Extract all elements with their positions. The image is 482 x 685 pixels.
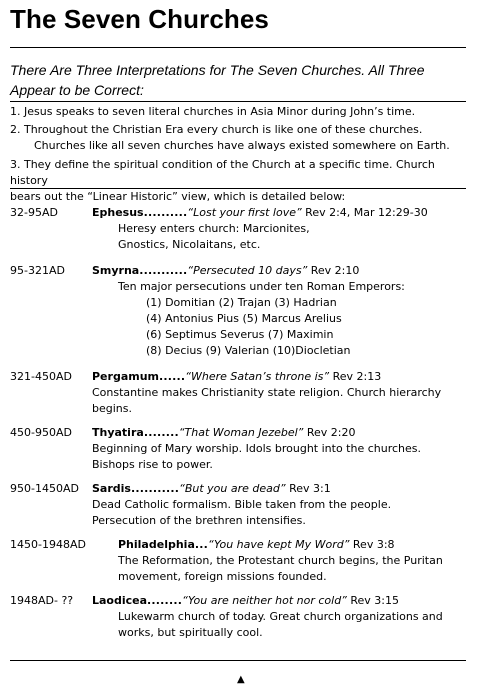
church-name: Philadelphia [118,538,195,551]
scripture-reference: Rev 3:15 [346,594,400,607]
church-name: Thyatira [92,426,144,439]
scripture-reference: Rev 2:13 [329,370,382,383]
leader-dots: ........... [130,482,180,495]
leader-dots: ........ [147,594,183,607]
scripture-reference: Rev 2:4, Mar 12:29-30 [301,206,428,219]
description-line: Gnostics, Nicolaitans, etc. [118,238,261,251]
description-line: Beginning of Mary worship. Idols brought into the churches. [92,442,422,455]
church-date: 1450-1948AD [10,538,86,551]
subtitle: There Are Three Interpretations for The Seven Churches. All Three Appear to be Correct: [10,62,425,98]
description-line: movement, foreign missions founded. [118,570,327,583]
church-quote: “Persecuted 10 days” [187,264,308,277]
emperor-line: (8) Decius (9) Valerian (10)Diocletian [146,344,351,357]
church-name: Sardis [92,482,131,495]
description-line: The Reformation, the Protestant church begins, the Puritan [118,554,443,567]
description-line: Ten major persecutions under ten Roman Emperors: [118,280,405,293]
interpretation-item [10,157,470,205]
interpretation-line: Churches like all seven churches have always existed somewhere on Earth. [34,139,450,152]
church-date: 1948AD- ?? [10,594,74,607]
emperor-line: (1) Domitian (2) Trajan (3) Hadrian [146,296,337,309]
leader-dots: ........... [139,264,188,277]
church-date: 450-950AD [10,426,72,439]
description-line: Dead Catholic formalism. Bible taken from the people. [92,498,392,511]
church-description [118,221,482,253]
interpretations-rule [10,188,466,189]
scripture-reference: Rev 3:8 [349,538,395,551]
church-name: Laodicea [92,594,148,607]
church-description [118,553,472,585]
interpretation-line: 1. Jesus speaks to seven literal churches in Asia Minor during John’s time. [10,105,416,118]
page-title: The Seven Churches [10,4,269,34]
church-date: 32-95AD [10,206,58,219]
leader-dots: .......... [143,206,188,219]
interpretation-item [10,104,470,120]
subtitle-rule [10,101,466,102]
church-heading [92,481,331,497]
scripture-reference: Rev 2:10 [307,264,360,277]
church-description [92,441,472,473]
church-heading [92,593,399,609]
interpretation-line: bears out the “Linear Historic” view, which is detailed below: [10,190,346,203]
church-date: 321-450AD [10,370,72,383]
church-name: Pergamum [92,370,159,383]
church-quote: “But you are dead” [179,482,286,495]
title-rule [10,47,466,48]
page-marker-icon: ▲ [237,674,245,685]
description-line: Persecution of the brethren intensifies. [92,514,306,527]
description-line: Constantine makes Christianity state religion. Church hierarchy [92,386,442,399]
church-heading [92,425,356,441]
church-date: 95-321AD [10,264,65,277]
description-line: Lukewarm church of today. Great church organizations and [118,610,443,623]
church-description [92,497,472,529]
church-heading [92,205,428,221]
description-line: begins. [92,402,132,415]
church-name: Smyrna [92,264,140,277]
scripture-reference: Rev 2:20 [303,426,356,439]
interpretation-line: 3. They define the spiritual condition of the Church at a specific time. Church history [10,158,435,187]
emperor-line: (4) Antonius Pius (5) Marcus Arelius [146,312,342,325]
description-line: Heresy enters church: Marcionites, [118,222,310,235]
church-quote: “Where Satan’s throne is” [185,370,330,383]
church-date: 950-1450AD [10,482,79,495]
description-line: Bishops rise to power. [92,458,213,471]
emperor-line: (6) Septimus Severus (7) Maximin [146,328,334,341]
church-quote: “You are neither hot nor cold” [182,594,347,607]
interpretation-item [10,122,470,154]
bottom-rule [10,660,466,661]
church-heading [92,263,359,279]
leader-dots: ... [194,538,209,551]
leader-dots: ........ [143,426,179,439]
church-quote: “You have kept My Word” [208,538,350,551]
church-quote: “That Woman Jezebel” [178,426,304,439]
church-description [92,385,472,417]
church-description [118,279,482,359]
church-heading [118,537,395,553]
church-name: Ephesus [92,206,144,219]
church-heading [92,369,381,385]
interpretation-line: 2. Throughout the Christian Era every church is like one of these churches. [10,123,423,136]
church-description [118,609,472,641]
leader-dots: ...... [159,370,186,383]
church-quote: “Lost your first love” [187,206,302,219]
scripture-reference: Rev 3:1 [285,482,331,495]
description-line: works, but spiritually cool. [118,626,263,639]
